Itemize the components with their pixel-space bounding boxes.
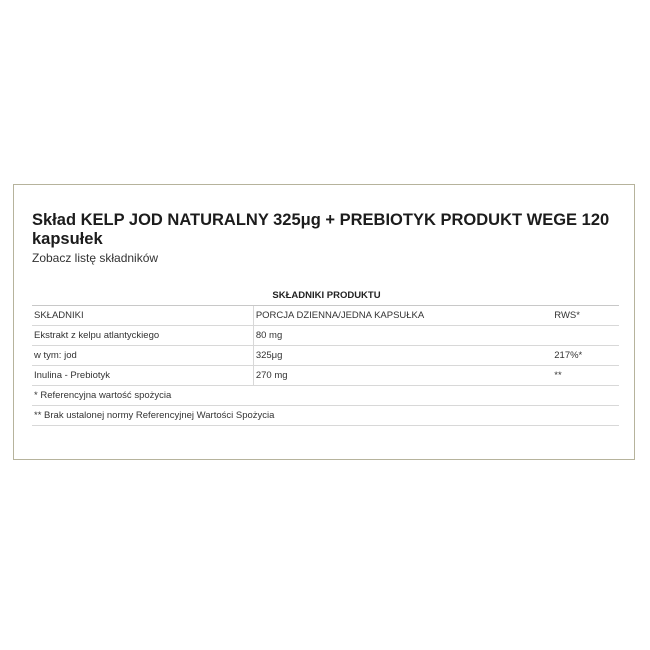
table-header-row (32, 306, 619, 326)
column-header-portion: PORCJA DZIENNA/JEDNA KAPSUŁKA (253, 306, 552, 326)
ingredient-name: Inulina - Prebiotyk (32, 366, 253, 386)
ingredient-name: w tym: jod (32, 346, 253, 366)
ingredients-table (32, 285, 619, 426)
footnote-rws: * Referencyjna wartość spożycia (32, 386, 619, 406)
table-row (32, 366, 619, 386)
column-header-rws: RWS* (552, 306, 619, 326)
table-caption-row (32, 285, 619, 306)
ingredient-portion: 325μg (253, 346, 552, 366)
footnote-row (32, 406, 619, 426)
ingredient-portion: 80 mg (253, 326, 552, 346)
ingredients-link-text: Zobacz listę składników (32, 251, 159, 265)
ingredient-rws: 217%* (552, 346, 619, 366)
table-caption: SKŁADNIKI PRODUKTU (32, 285, 619, 306)
table-row (32, 346, 619, 366)
ingredient-name: Ekstrakt z kelpu atlantyckiego (32, 326, 253, 346)
ingredient-portion: 270 mg (253, 366, 552, 386)
table-row (32, 326, 619, 346)
ingredients-panel (13, 184, 635, 460)
footnote-no-norm: ** Brak ustalonej normy Referencyjnej Wartości Spożycia (32, 406, 619, 426)
footnote-row (32, 386, 619, 406)
product-title: Skład KELP JOD NATURALNY 325μg + PREBIOTYK PRODUKT WEGE 120 kapsułek (32, 211, 610, 248)
column-header-ingredient: SKŁADNIKI (32, 306, 253, 326)
ingredient-rws (552, 326, 619, 346)
ingredient-rws: ** (552, 366, 619, 386)
